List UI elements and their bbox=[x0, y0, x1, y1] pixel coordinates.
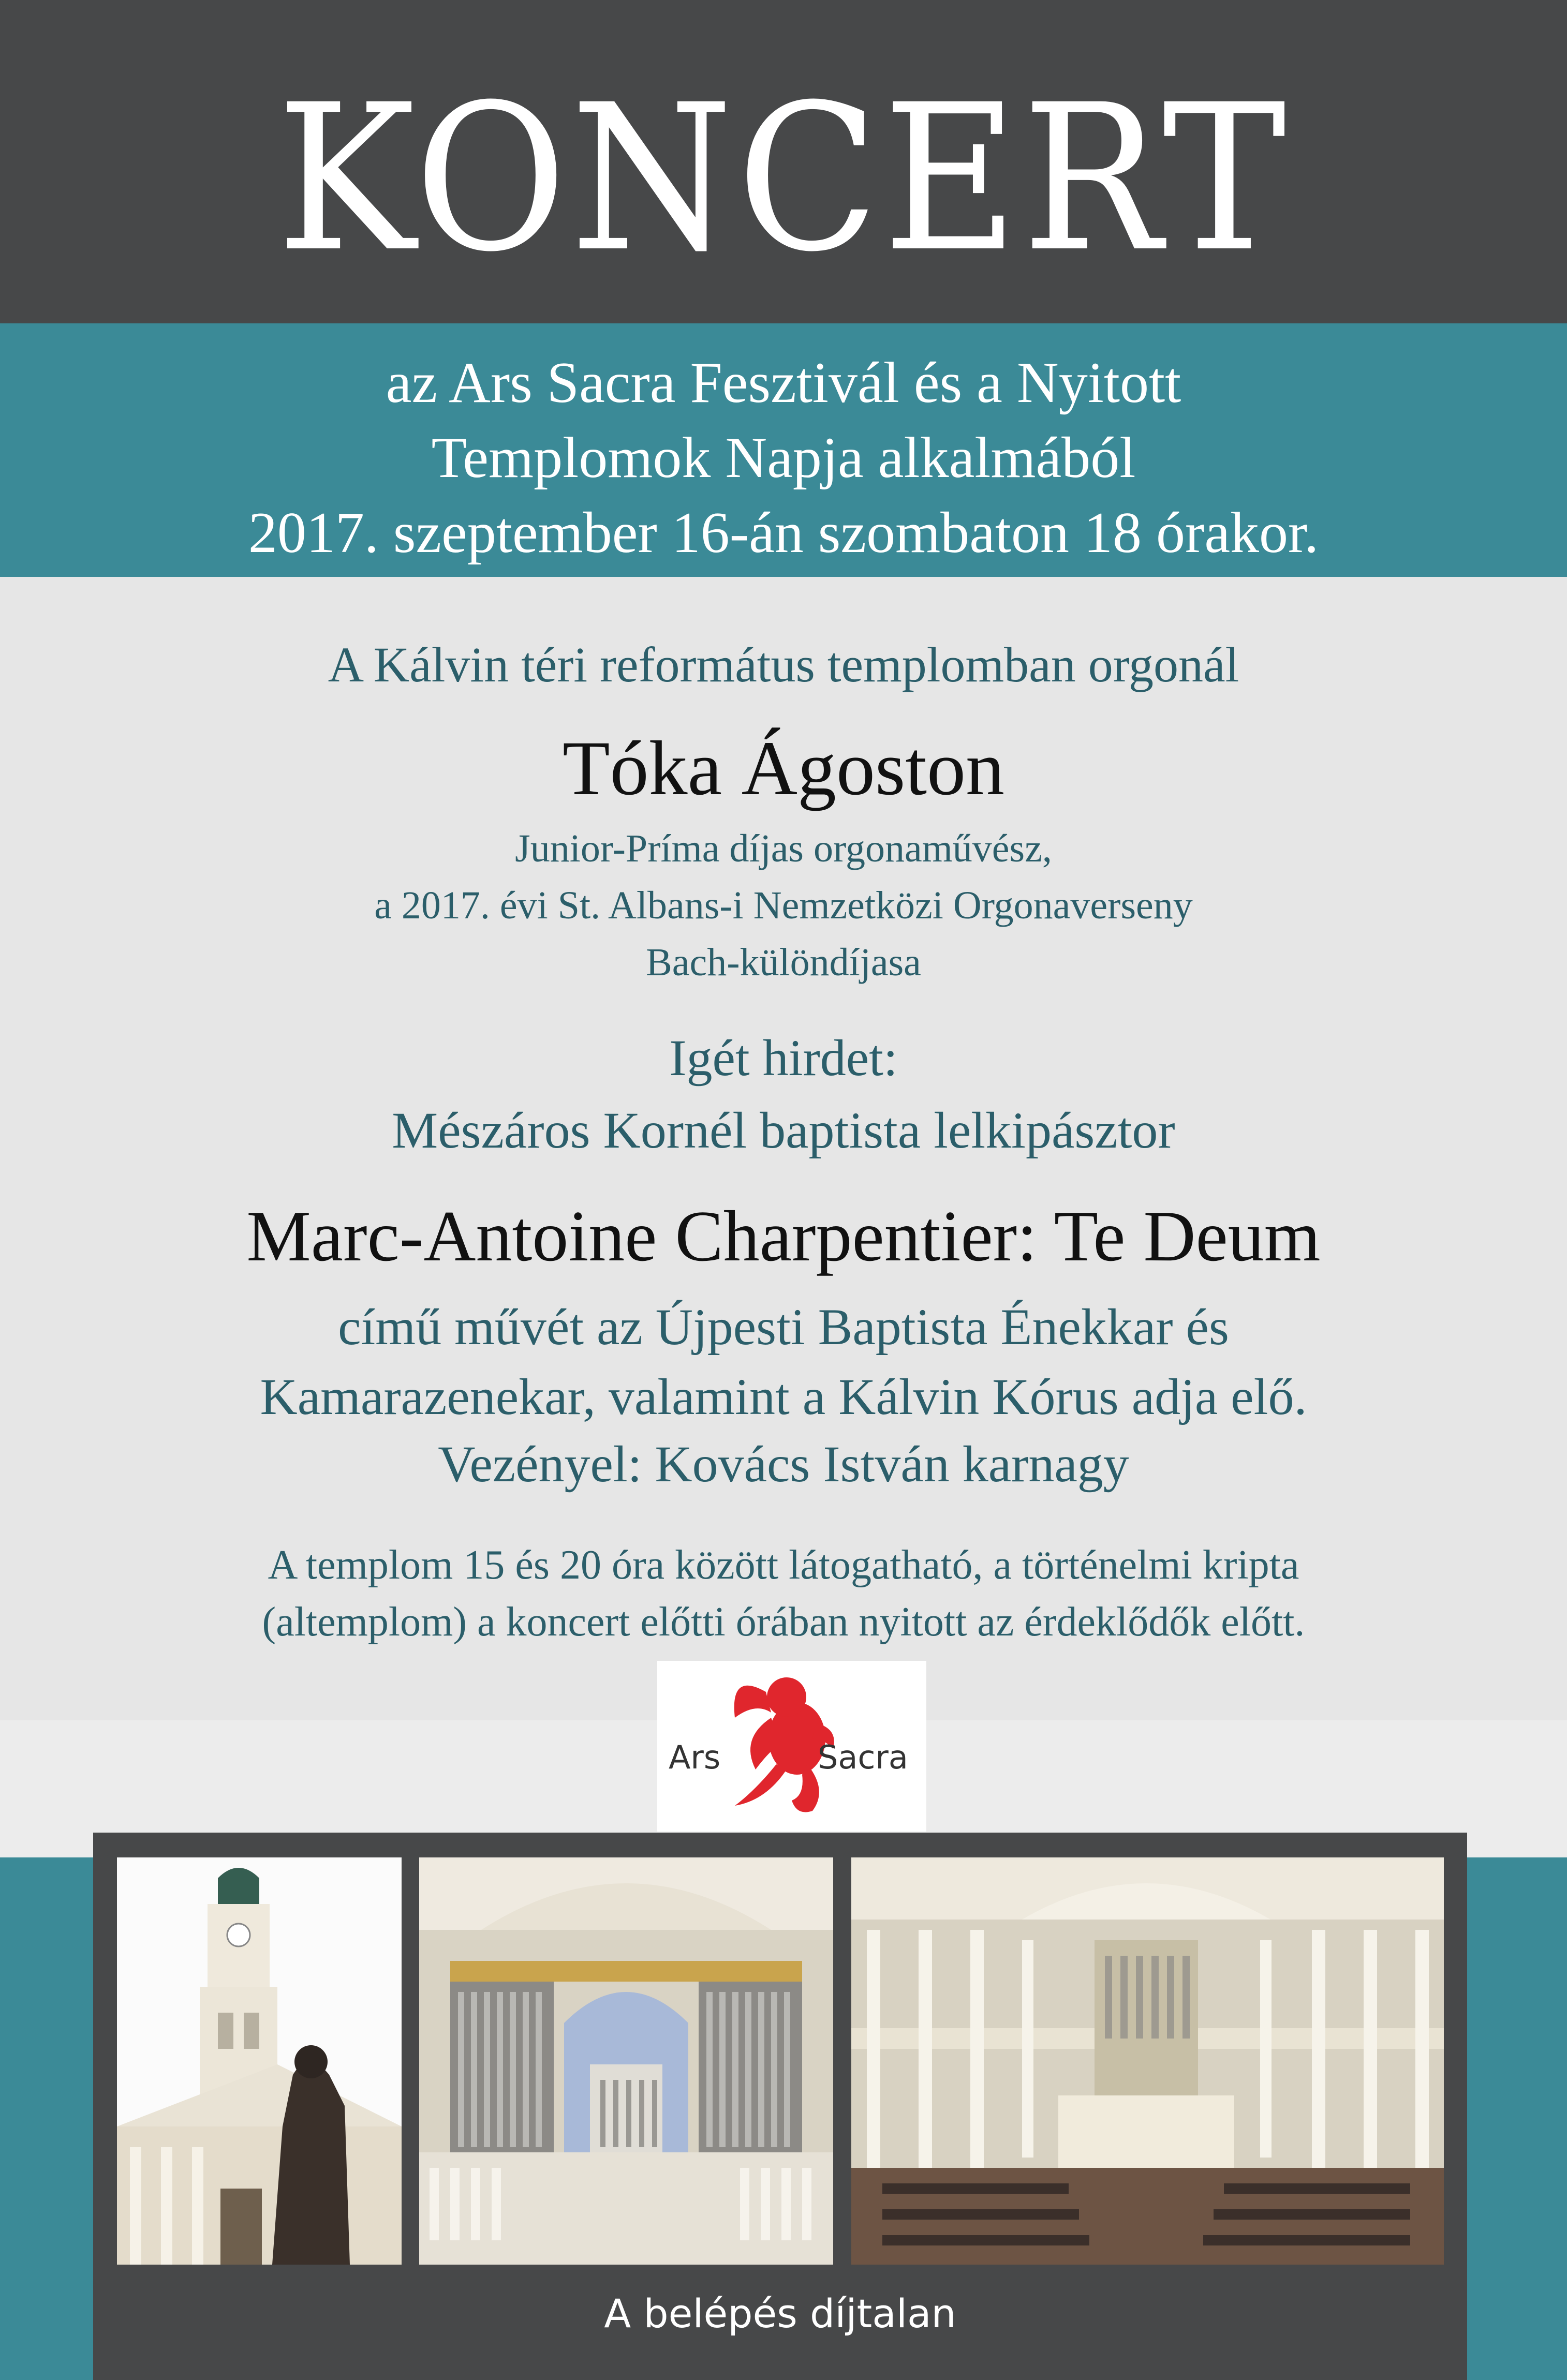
performer-desc-1: Junior-Príma díjas orgonaművész, bbox=[515, 827, 1052, 870]
church-exterior-photo bbox=[117, 1857, 402, 2265]
ars-sacra-logo bbox=[657, 1661, 926, 1832]
sermon-label: Igét hirdet: bbox=[669, 1029, 898, 1087]
logo-word-sacra: Sacra bbox=[818, 1738, 908, 1776]
notice-line-1: A templom 15 és 20 óra között látogatható, a történelmi kripta bbox=[268, 1542, 1299, 1588]
organ-heading: A Kálvin téri református templomban orgonál bbox=[328, 637, 1239, 692]
work-line-3: Vezényel: Kovács István karnagy bbox=[438, 1435, 1129, 1493]
photo-frame bbox=[93, 1833, 1467, 2380]
performer-desc-2: a 2017. évi St. Albans-i Nemzetközi Orgonaverseny bbox=[374, 884, 1193, 927]
performer-desc-3: Bach-különdíjasa bbox=[646, 941, 921, 984]
intro-line-2: Templomok Napja alkalmából bbox=[431, 426, 1136, 490]
performer-name: Tóka Ágoston bbox=[562, 725, 1005, 811]
intro-line-3: 2017. szeptember 16-án szombaton 18 órakor. bbox=[248, 501, 1319, 565]
work-line-1: című művét az Újpesti Baptista Énekkar és bbox=[338, 1298, 1229, 1356]
work-line-2: Kamarazenekar, valamint a Kálvin Kórus adja elő. bbox=[260, 1368, 1307, 1425]
entry-info: A belépés díjtalan bbox=[604, 2290, 956, 2337]
notice-line-2: (altemplom) a koncert előtti órában nyitott az érdeklődők előtt. bbox=[262, 1599, 1305, 1645]
interior-photo bbox=[851, 1857, 1444, 2265]
work-title: Marc-Antoine Charpentier: Te Deum bbox=[246, 1196, 1321, 1276]
page-title: KONCERT bbox=[277, 61, 1290, 296]
organ-photo bbox=[419, 1857, 833, 2265]
logo-word-ars: Ars bbox=[669, 1738, 721, 1776]
preacher-name: Mészáros Kornél baptista lelkipásztor bbox=[392, 1102, 1175, 1159]
intro-line-1: az Ars Sacra Fesztivál és a Nyitott bbox=[386, 351, 1181, 415]
